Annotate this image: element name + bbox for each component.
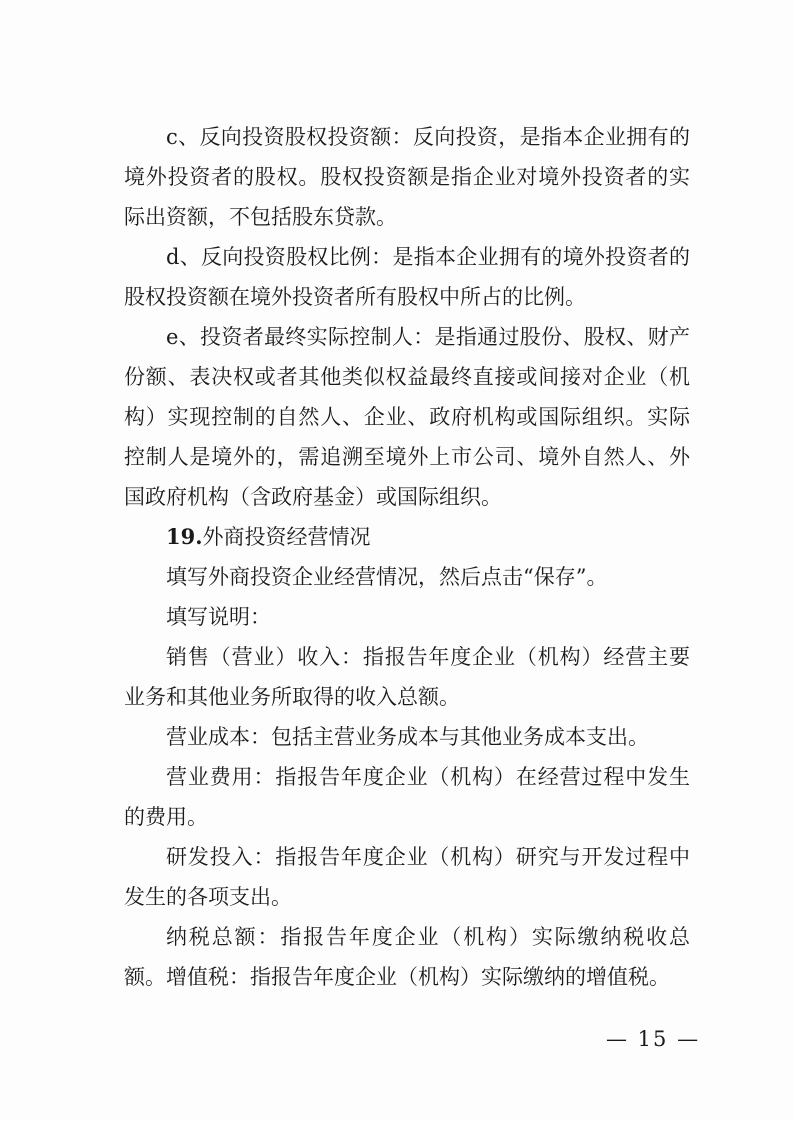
paragraph-sales-revenue: 销售（营业）收入：指报告年度企业（机构）经营主要业务和其他业务所取得的收入总额。 (124, 645, 690, 709)
section-title: 外商投资经营情况 (202, 525, 371, 549)
paragraph-rd-investment: 研发投入：指报告年度企业（机构）研究与开发过程中发生的各项支出。 (124, 845, 690, 909)
paragraph-ultimate-controller: e、投资者最终实际控制人：是指通过股份、股权、财产份额、表决权或者其他类似权益最终直接或间接对企业（机构）实现控制的自然人、企业、政府机构或国际组织。实际控制人是境外的，需追溯至境外上市公司、境外自然人、外国政府机构（含政府基金）或国际组织。 (124, 325, 690, 509)
section-number: 19. (166, 524, 203, 549)
page-number: — 15 — (606, 1027, 701, 1051)
paragraph-fill-notes-label: 填写说明： (166, 605, 271, 629)
paragraph-fill-instruction: 填写外商投资企业经营情况，然后点击“保存”。 (166, 565, 608, 589)
paragraph-reverse-investment-ratio: d、反向投资股权比例：是指本企业拥有的境外投资者的股权投资额在境外投资者所有股权中所占的比例。 (124, 245, 690, 309)
section-heading (124, 517, 690, 557)
paragraph-reverse-investment-amount: c、反向投资股权投资额：反向投资，是指本企业拥有的境外投资者的股权。股权投资额是指企业对境外投资者的实际出资额，不包括股东贷款。 (124, 125, 690, 229)
paragraph-operating-expense: 营业费用：指报告年度企业（机构）在经营过程中发生的费用。 (124, 765, 690, 829)
paragraph-vat: 增值税：指报告年度企业（机构）实际缴纳的增值税。 (166, 965, 670, 989)
paragraph-total-tax: 纳税总额：指报告年度企业（机构）实际缴纳税收总额。 (124, 925, 690, 989)
paragraph-operating-cost: 营业成本：包括主营业务成本与其他业务成本支出。 (166, 725, 649, 749)
